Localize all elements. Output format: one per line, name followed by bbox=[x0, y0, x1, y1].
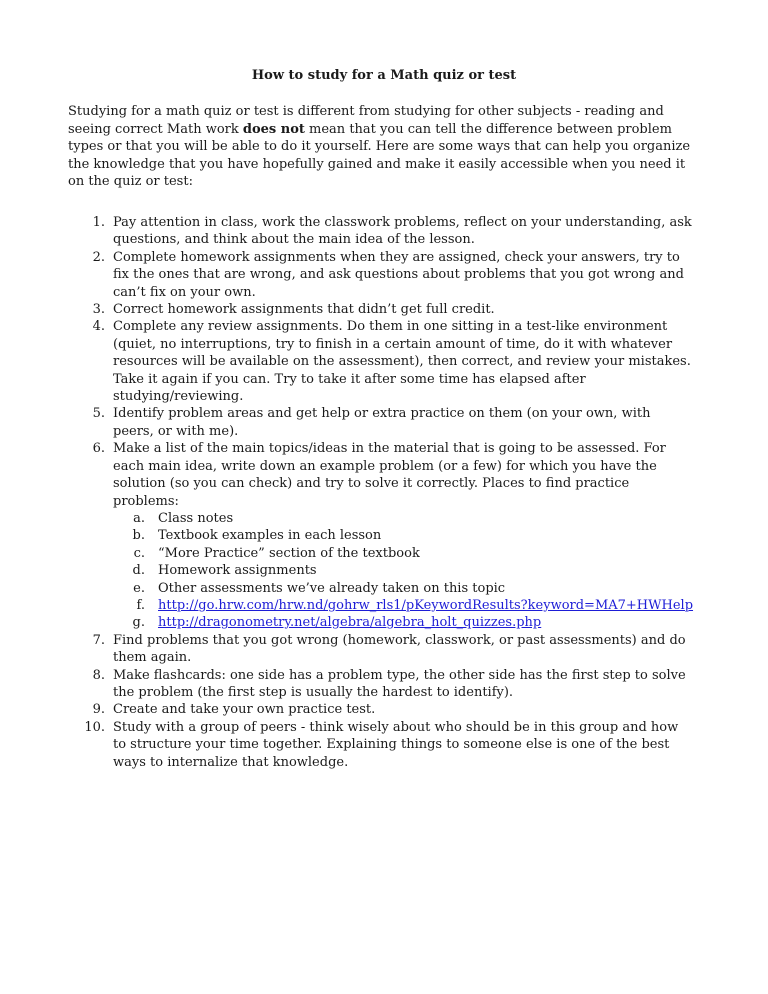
sub-item-text: Homework assignments bbox=[158, 563, 317, 579]
item-text: Complete homework assignments when they are assigned, check your answers, try to fix the ones that are wrong, and ask questions about problems that you got wrong and can’t fix on your own. bbox=[113, 249, 684, 300]
item-number: 9. bbox=[92, 702, 105, 718]
item-text: Identify problem areas and get help or extra practice on them (on your own, with peers, or with me). bbox=[113, 406, 651, 439]
item-text: Find problems that you got wrong (homework, classwork, or past assessments) and do them again. bbox=[113, 632, 686, 666]
sub-list-item bbox=[113, 527, 698, 544]
item-text: Study with a group of peers - think wisely about who should be in this group and how to structure your time together. Explaining things to someone else is one of the best ways to internalize that knowledge. bbox=[113, 719, 679, 770]
list-item bbox=[0, 405, 695, 440]
list-item bbox=[0, 301, 695, 318]
item-number: 4. bbox=[92, 319, 105, 335]
sub-item-text: Other assessments we’ve already taken on this topic bbox=[158, 580, 506, 596]
intro-paragraph bbox=[68, 103, 700, 191]
item-number: 5. bbox=[92, 406, 105, 422]
list-item bbox=[0, 667, 695, 702]
sub-list-item bbox=[113, 580, 698, 597]
item-number: 7. bbox=[92, 632, 105, 648]
sub-list-item bbox=[113, 545, 698, 562]
item-number: 6. bbox=[92, 441, 105, 457]
list-item bbox=[0, 249, 695, 301]
sub-item-letter: a. bbox=[133, 510, 145, 526]
item-text: Correct homework assignments that didn’t get full credit. bbox=[113, 302, 495, 318]
document-title: How to study for a Math quiz or test bbox=[251, 68, 517, 83]
item-number: 1. bbox=[92, 215, 105, 230]
sub-list-item bbox=[113, 562, 698, 579]
sub-item-letter: g. bbox=[132, 615, 145, 631]
hrw-keyword-link[interactable]: http://go.hrw.com/hrw.nd/gohrw_rls1/pKeywordResults?keyword=MA7+HWHelp bbox=[158, 597, 694, 613]
intro-emphasis: does not bbox=[242, 121, 305, 137]
intro-text-start: Studying for a math quiz or test is different from studying for other subjects - reading and seeing correct Math work bbox=[68, 104, 664, 137]
item-number: 8. bbox=[92, 667, 105, 683]
sub-item-text: “More Practice” section of the textbook bbox=[158, 545, 420, 561]
item-number: 2. bbox=[92, 249, 105, 265]
item-text: Create and take your own practice test. bbox=[113, 702, 376, 718]
sub-list-item bbox=[113, 510, 698, 527]
study-tips-list bbox=[0, 214, 768, 771]
item-text: Make flashcards: one side has a problem type, the other side has the first step to solve the problem (the first step is usually the hardest to identify). bbox=[113, 667, 686, 700]
list-item bbox=[0, 719, 695, 771]
item-number: 3. bbox=[92, 302, 105, 318]
sub-list-item bbox=[113, 597, 698, 614]
sub-item-letter: e. bbox=[133, 580, 145, 596]
item-number: 10. bbox=[84, 719, 105, 735]
sub-item-letter: d. bbox=[132, 563, 145, 579]
sub-item-letter: b. bbox=[132, 528, 145, 544]
item-text: Pay attention in class, work the classwork problems, reflect on your understanding, ask questions, and think about the main idea of the lesson. bbox=[113, 215, 692, 248]
item-text: Make a list of the main topics/ideas in the material that is going to be assessed. For each main idea, write down an example problem (or a few) for which you have the solution (so you can check) and try to solve it correctly. Places to find practice problems: bbox=[113, 441, 666, 509]
list-item bbox=[0, 440, 695, 631]
sub-item-letter: c. bbox=[133, 545, 145, 561]
dragonometry-quizzes-link[interactable]: http://dragonometry.net/algebra/algebra_holt_quizzes.php bbox=[158, 615, 542, 631]
sub-item-letter: f. bbox=[136, 597, 145, 613]
item-text: Complete any review assignments. Do them in one sitting in a test-like environment (quiet, no interruptions, try to finish in a certain amount of time, do it with whatever resources will be available on the assessment), then correct, and review your mistakes. Take it again if you can. Try to take it after some time has elapsed after studying/reviewing. bbox=[113, 319, 691, 405]
sub-item-text: Class notes bbox=[158, 510, 234, 526]
sub-list-item bbox=[113, 614, 698, 631]
practice-sources-list bbox=[113, 510, 695, 632]
list-item bbox=[0, 701, 695, 718]
intro-text-end: mean that you can tell the difference between problem types or that you will be able to do it yourself. Here are some ways that can help you organize the knowledge that you have hopefully gained and make it easily accessible when you need it on the quiz or test: bbox=[68, 121, 691, 189]
sub-item-text: Textbook examples in each lesson bbox=[158, 528, 382, 544]
list-item bbox=[0, 632, 695, 667]
list-item bbox=[0, 214, 695, 249]
list-item bbox=[0, 318, 695, 405]
